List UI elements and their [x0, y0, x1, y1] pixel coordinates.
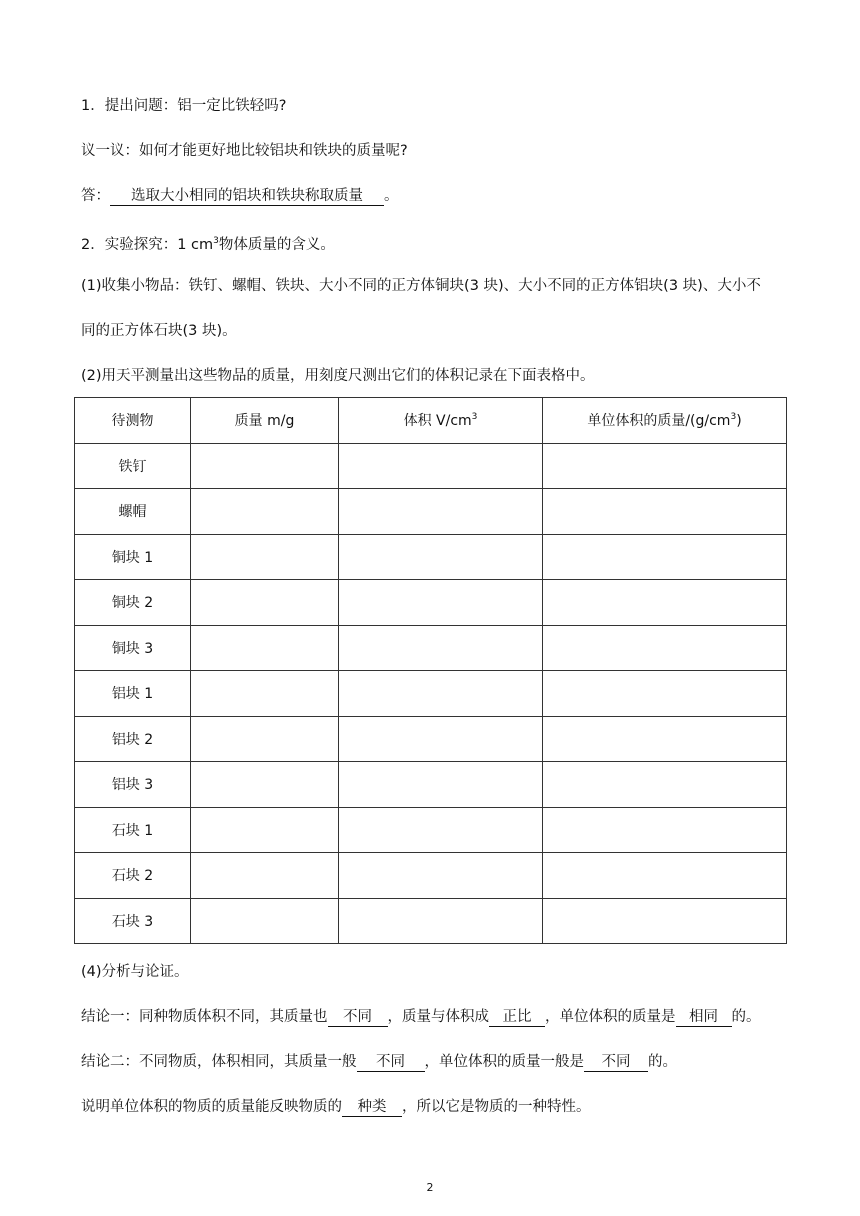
unit-mass-cell [543, 716, 787, 762]
table-row [75, 534, 787, 580]
unit-mass-cell [543, 853, 787, 899]
discussion-prompt: 议一议：如何才能更好地比较铝块和铁块的质量呢? [81, 143, 408, 159]
mass-cell [191, 443, 339, 489]
row-label: 铁钉 [75, 443, 191, 489]
answer-blank: 选取大小相同的铝块和铁块称取质量 [110, 187, 384, 206]
header-unit-mass: 单位体积的质量$/(g/cm^3)$ [543, 398, 787, 444]
conclusion-1-blank-3: 相同 [676, 1008, 732, 1027]
table-row [75, 898, 787, 944]
conclusion-summary: 说明单位体积的物质的质量能反映物质的 种类 ，所以它是物质的一种特性。 [81, 1099, 591, 1115]
header-volume: 体积 $V/cm^3$ [339, 398, 543, 444]
table-row [75, 762, 787, 808]
unit-mass-cell [543, 671, 787, 717]
row-label: 铝块 1 [75, 671, 191, 717]
volume-cell [339, 489, 543, 535]
unit-mass-cell [543, 489, 787, 535]
volume-cell [339, 534, 543, 580]
mass-cell [191, 489, 339, 535]
answer-suffix: 。 [384, 188, 399, 204]
measure-instruction: (2)用天平测量出这些物品的质量，用刻度尺测出它们的体积记录在下面表格中。 [81, 368, 595, 384]
volume-cell [339, 443, 543, 489]
mass-cell [191, 853, 339, 899]
mass-cell [191, 625, 339, 671]
mass-cell [191, 716, 339, 762]
row-label: 螺帽 [75, 489, 191, 535]
conclusion-2: 结论二：不同物质，体积相同，其质量一般 不同 ，单位体积的质量一般是 不同 的。 [81, 1054, 677, 1070]
unit-mass-cell [543, 898, 787, 944]
mass-cell [191, 671, 339, 717]
volume-cell [339, 853, 543, 899]
unit-mass-cell [543, 807, 787, 853]
row-label: 铜块 2 [75, 580, 191, 626]
conclusion-1-blank-1: 不同 [328, 1008, 388, 1027]
mass-cell [191, 762, 339, 808]
mass-cell [191, 898, 339, 944]
collect-items-line-2: 同的正方体石块(3 块)。 [81, 323, 237, 339]
conclusion-2-blank-1: 不同 [357, 1053, 425, 1072]
row-label: 铜块 3 [75, 625, 191, 671]
volume-cell [339, 807, 543, 853]
volume-cell [339, 716, 543, 762]
table-row [75, 580, 787, 626]
volume-cell [339, 580, 543, 626]
table-row [75, 807, 787, 853]
table-row [75, 716, 787, 762]
answer-prefix: 答： [81, 188, 110, 204]
table-row [75, 625, 787, 671]
header-mass: 质量 m/g [191, 398, 339, 444]
unit-mass-cell [543, 762, 787, 808]
conclusion-2-blank-2: 不同 [584, 1053, 648, 1072]
table-row [75, 443, 787, 489]
mass-cell [191, 534, 339, 580]
question-2-title: 2．实验探究：1 $cm^3$物体质量的含义。 [81, 236, 335, 253]
header-object: 待测物 [75, 398, 191, 444]
data-table [74, 397, 787, 944]
analysis-title: (4)分析与论证。 [81, 964, 189, 980]
volume-cell [339, 671, 543, 717]
row-label: 铝块 2 [75, 716, 191, 762]
mass-cell [191, 807, 339, 853]
conclusion-1-blank-2: 正比 [489, 1008, 545, 1027]
table-header-row [75, 398, 787, 444]
table-row [75, 853, 787, 899]
unit-mass-cell [543, 580, 787, 626]
unit-mass-cell [543, 534, 787, 580]
volume-cell [339, 898, 543, 944]
question-1-title: 1．提出问题：铝一定比铁轻吗? [81, 98, 287, 114]
row-label: 石块 2 [75, 853, 191, 899]
unit-mass-cell [543, 625, 787, 671]
row-label: 铝块 3 [75, 762, 191, 808]
row-label: 石块 3 [75, 898, 191, 944]
table-row [75, 671, 787, 717]
volume-cell [339, 625, 543, 671]
answer-line [81, 186, 399, 206]
page-number: 2 [426, 1181, 434, 1194]
row-label: 石块 1 [75, 807, 191, 853]
summary-blank: 种类 [342, 1098, 402, 1117]
mass-cell [191, 580, 339, 626]
volume-cell [339, 762, 543, 808]
row-label: 铜块 1 [75, 534, 191, 580]
unit-mass-cell [543, 443, 787, 489]
collect-items-line-1: (1)收集小物品：铁钉、螺帽、铁块、大小不同的正方体铜块(3 块)、大小不同的正方体铝块(3 块)、大小不 [81, 278, 761, 294]
table-row [75, 489, 787, 535]
conclusion-1: 结论一：同种物质体积不同，其质量也 不同 ，质量与体积成 正比 ，单位体积的质量是 相同 的。 [81, 1009, 761, 1025]
